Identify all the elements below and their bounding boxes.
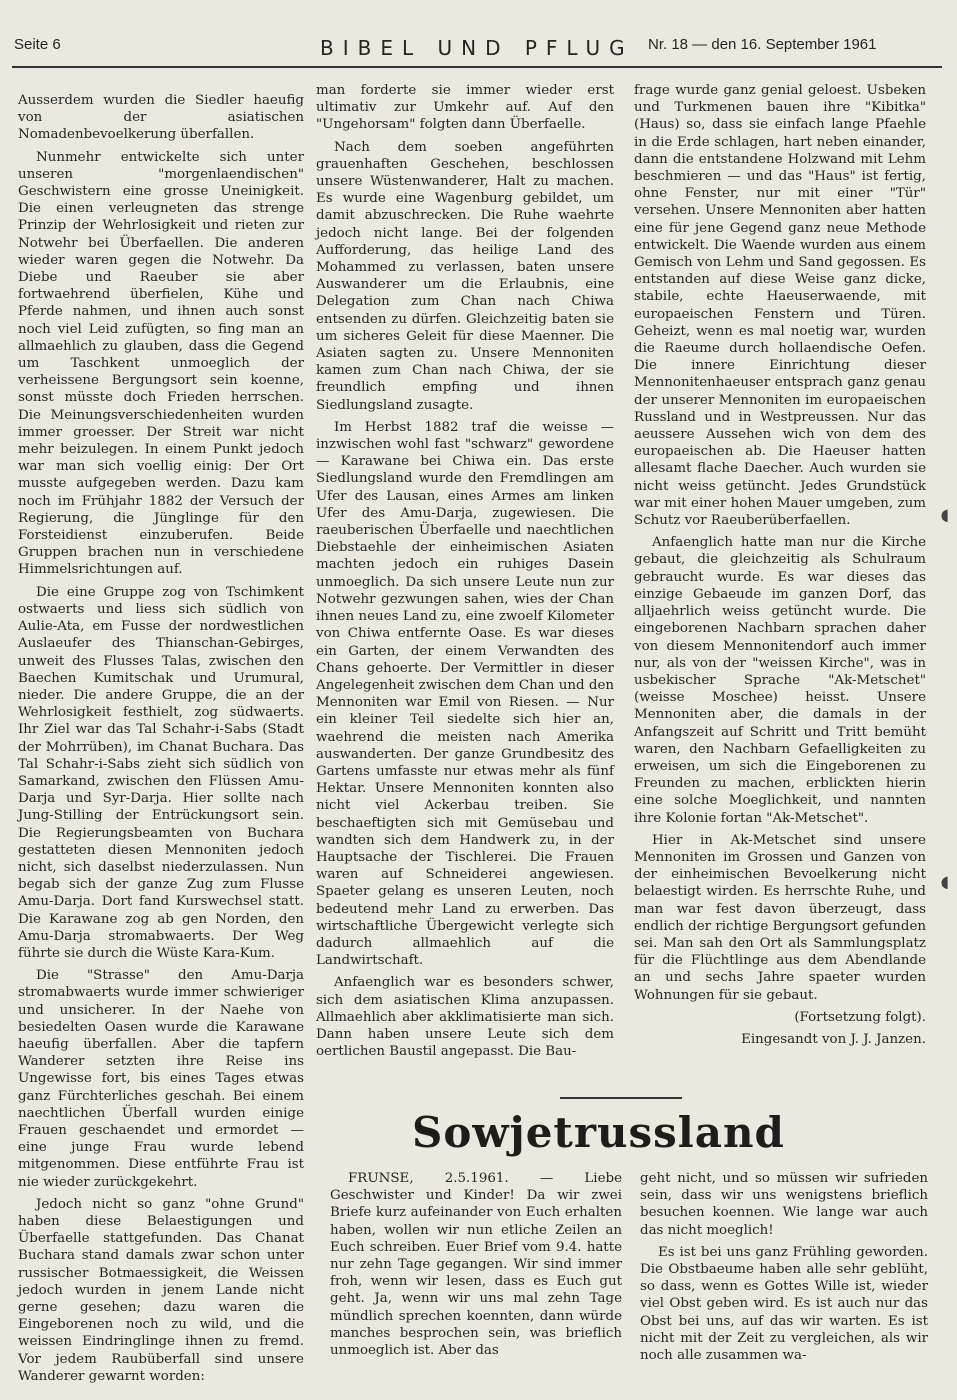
paragraph: Anfaenglich hatte man nur die Kirche gebaut, die gleichzeitig als Schulraum gebraucht wurde. Es war dieses das einzige Gebaeude im ganzen Dorf, das alljaehrlich weiss getüncht wurde. Die eingeborenen Nachbarn sprachen daher von diesem Mennonitendorf auch immer nur, als von der "weissen Kirche", was in usbekischer Sprache "Ak-Metschet" (weisse Moschee) heisst. Unsere Mennoniten aber, die damals in der Anfangszeit auf Schritt und Tritt bemüht waren, den Nachbarn Gefaelligkeiten zu erweisen, um sich die Eingeborenen zu Freunden zu machen, erblickten hierin eine solche Moeglichkeit, und nannten ihre Kolonie fortan "Ak-Metschet". (634, 535, 926, 826)
issue-date: Nr. 18 — den 16. September 1961 (648, 36, 877, 53)
paragraph: frage wurde ganz genial geloest. Usbeken und Turkmenen bauen ihre "Kibitka" (Haus) so, dass sie einfach lange Pfaehle in die Erde schlagen, hart neben einander, dann die entstandene Holzwand mit Lehm beschmieren — und das "Haus" ist fertig, ohne Fenster, nur mit einer "Tür" versehen. Unsere Mennoniten aber hatten eine für jene Gegend ganz neue Methode entwickelt. Die Waende wurden aus einem Gemisch von Lehm und Sand gegossen. Es entstanden auf diese Weise ganz dicke, stabile, echte Haeuserwaende, mit europaeischen Fenstern und Türen. Geheizt, wenn es mal noetig war, wurden die Raeume durch hollaendische Oefen. Die innere Einrichtung dieser Mennonitenhaeuser entsprach ganz genau der unserer Mennoniten im europaeischen Russland und in Westpreussen. Nur das aeussere Aussehen wich von dem des europaeischen ab. Die Haeuser hatten allesamt flache Daecher. Auch wurden sie nicht weiss getüncht. Jedes Grundstück war mit einer hohen Mauer umgeben, zum Schutz vor Raeuberüberfaellen. (634, 83, 926, 529)
author-credit: Eingesandt von J. J. Janzen. (741, 1031, 926, 1047)
paragraph: FRUNSE, 2.5.1961. — Liebe Geschwister und Kinder! Da wir zwei Briefe kurz aufeinander von Euch erhalten haben, wollen wir nun etliche Zeilen an Euch schreiben. Euer Brief vom 9.4. hatte nur zehn Tage gegangen. Wir sind immer froh, wenn wir lesen, dass es Euch gut geht. Ja, wenn wir uns mal zehn Tage mündlich sprechen koennten, dann würde manches besprochen sein, was brieflich unmoeglich ist. Aber das (330, 1171, 622, 1359)
paragraph: man forderte sie immer wieder erst ultimativ zur Umkehr auf. Auf den "Ungehorsam" folgten dann Überfaelle. (316, 83, 614, 133)
binder-hole-icon: ◖ (940, 872, 949, 891)
paragraph: Die "Strasse" den Amu-Darja stromabwaerts wurde immer schwieriger und unsicherer. In der Naehe von besiedelten Oasen wurde die Karawane haeufig überfallen. Aber die tapfern Wanderer setzten ihre Reise ins Ungewisse fort, bis eines Tages etwas ganz Fürchterliches geschah. Bei einem naechtlichen Überfall wurden einige Frauen geschaendet und ermordet — eine junge Frau wurde lebend mitgenommen. Diese entführte Frau ist nie wieder zurückgekehrt. (18, 968, 304, 1190)
paragraph: Ausserdem wurden die Siedler haeufig von der asiatischen Nomadenbevoelkerung überfallen. (18, 93, 304, 143)
paragraph: Hier in Ak-Metschet sind unsere Mennoniten im Grossen und Ganzen von der einheimischen Bevoelkerung nicht belaestigt wirden. Es herrschte Ruhe, und man war fest davon überzeugt, dass endlich der richtige Bergungsort gefunden sei. Man sah den Ort als Sammlungsplatz für die Flüchtlinge aus dem Abendlande an und sechs Jahre spaeter wurden Wohnungen für sie gebaut. (634, 832, 926, 1003)
header-rule (12, 66, 942, 68)
paragraph: Nach dem soeben angeführten grauenhaften Geschehen, beschlossen unsere Wüstenwanderer, Halt zu machen. Es wurde eine Wagenburg gebildet, um damit abzuschrecken. Die Ruhe waehrte jedoch nicht lange. Bei der folgenden Aufforderung, das heilige Land des Mohammed zu verlassen, baten unsere Auswanderer um die Erlaubnis, eine Delegation zum Chan nach Chiwa entsenden zu dürfen. Gleichzeitig baten sie um sicheres Geleit für diese Maenner. Die Asiaten sagten zu. Unsere Mennoniten kamen zum Chan nach Chiwa, der sie freundlich empfing und ihnen Siedlungsland zusagte. (316, 139, 614, 413)
paragraph: Es ist bei uns ganz Frühling geworden. Die Obstbaeume haben alle sehr geblüht, so dass, wenn es Gottes Wille ist, wieder viel Obst geben wird. Es ist auch nur das Obst bei uns, auf das wir warten. Es ist nicht mit der Zeit zu vergleichen, als wir noch alle zusammen wa- (640, 1244, 928, 1364)
letter-column-2 (640, 1170, 928, 1369)
page-number: Seite 6 (14, 36, 61, 53)
paragraph: Im Herbst 1882 traf die weisse — inzwischen wohl fast "schwarz" gewordene — Karawane bei Chiwa ein. Das erste Siedlungsland wurde den Fremdlingen am Ufer des Lausan, eines Armes am linken Ufer des Amu-Darja, zugewiesen. Die raeuberischen Überfaelle und naechtlichen Diebstaehle der einheimischen Asiaten machten jedoch ein ruhiges Dasein unmoeglich. Da sich unsere Leute nun zur Notwehr gezwungen sahen, wies der Chan ihnen neues Land zu, eine zwoelf Kilometer von Chiwa entfernte Oase. Es war dieses ein Garten, der einem Verwandten des Chans gehoerte. Der Vermittler in dieser Angelegenheit zwischen dem Chan und den Mennoniten war Emil von Riesen. — Nur ein kleiner Teil siedelte sich hier an, waehrend die meisten nach Amerika auswanderten. Der ganze Grundbesitz des Gartens umfasste nur etwas mehr als fünf Hektar. Unsere Mennoniten konnten also nicht viel Ackerbau treiben. Sie beschaeftigten sich mit Gemüsebau und wandten sich dem Handwerk zu, in der Hauptsache der Tischlerei. Die Frauen waren auf Schneiderei angewiesen. Spaeter gelang es unseren Leuten, noch bedeutend mehr Land zu erwerben. Das wirtschaftliche Übergewicht verlegte sich dadurch allmaehlich auf die Landwirtschaft. (316, 419, 614, 969)
paragraph: Nunmehr entwickelte sich unter unseren "morgenlaendischen" Geschwistern eine grosse Uneinigkeit. Die einen verleugneten das strenge Prinzip der Wehrlosigkeit und rieten zur Notwehr bei Überfaellen. Die anderen wieder waren gegen die Notwehr. Da Diebe und Raeuber sie aber fortwaehrend überfielen, Kühe und Pferde nahmen, und ihnen auch sonst noch viel Leid zufügten, so fing man an allmaehlich zu glauben, dass die Gegend um Taschkent unmoeglich der verheissene Bergungsort sein koenne, sonst müsste doch Frieden herrschen. Die Meinungsverschiedenheiten wurden immer groesser. Der Streit war nicht mehr beizulegen. In einem Punkt jedoch war man sich voellig einig: Der Ort musste aufgegeben werden. Dazu kam noch im Frühjahr 1882 der Versuch der Regierung, die Jünglinge für den Forsteidienst einzuberufen. Beide Gruppen brachen nun in verschiedene Himmelsrichtungen auf. (18, 149, 304, 578)
paragraph: Jedoch nicht so ganz "ohne Grund" haben diese Belaestigungen und Überfaelle stattgefunden. Das Chanat Buchara stand damals zwar schon unter russischer Botmaessigkeit, die Weissen jedoch wurden in jenem Lande nicht gerne gesehen; dazu waren die Eingeborenen noch zu wild, und die weissen Eindringlinge ihnen zu fremd. Vor jedem Raubüberfall sind unsere Wanderer gewarnt worden: (18, 1196, 304, 1384)
masthead-title: BIBEL UND PFLUG (320, 36, 634, 60)
paragraph: Die eine Gruppe zog von Tschimkent ostwaerts und liess sich südlich von Aulie-Ata, em Fusse der nordwestlichen Auslaeufer des Thianschan-Gebirges, unweit des Flusses Talas, zwischen den Baechen Kumitschak und Urumural, nieder. Die andere Gruppe, die an der Wehrlosigkeit festhielt, zog südwaerts. Ihr Ziel war das Tal Schahr-i-Sabs (Stadt der Mohrrüben), im Chanat Buchara. Das Tal Schahr-i-Sabs zieht sich südlich von Samarkand, zwischen den Flüssen Amu-Darja und Syr-Darja. Hier sollte nach Jung-Stilling der Entrückungsort sein. Die Regierungsbeamten von Buchara gestatteten diesen Mennoniten jedoch nicht, sich daselbst niederzulassen. Nun begab sich der ganze Zug zum Flusse Amu-Darja. Dort fand Kurswechsel statt. Die Karawane zog ab gen Norden, den Amu-Darja stromabwaerts. Der Weg führte sie durch die Wüste Kara-Kum. (18, 584, 304, 961)
article-column-2 (316, 82, 614, 1065)
letter-column-1 (330, 1170, 622, 1364)
section-heading: Sowjetrussland (412, 1108, 785, 1157)
paragraph: geht nicht, und so müssen wir sufrieden sein, dass wir uns wenigstens brieflich besuchen koennen. Wie lange war auch das nicht moeglich! (640, 1171, 928, 1238)
continued-note: (Fortsetzung folgt). (794, 1009, 926, 1025)
section-divider (560, 1097, 682, 1099)
article-column-1 (18, 92, 304, 1390)
article-column-3 (634, 82, 926, 1053)
paragraph: Anfaenglich war es besonders schwer, sich dem asiatischen Klima anzupassen. Allmaehlich aber akklimatisierte man sich. Dann haben unsere Leute sich dem oertlichen Baustil angepasst. Die Bau- (316, 975, 614, 1060)
binder-hole-icon: ◖ (940, 505, 949, 524)
